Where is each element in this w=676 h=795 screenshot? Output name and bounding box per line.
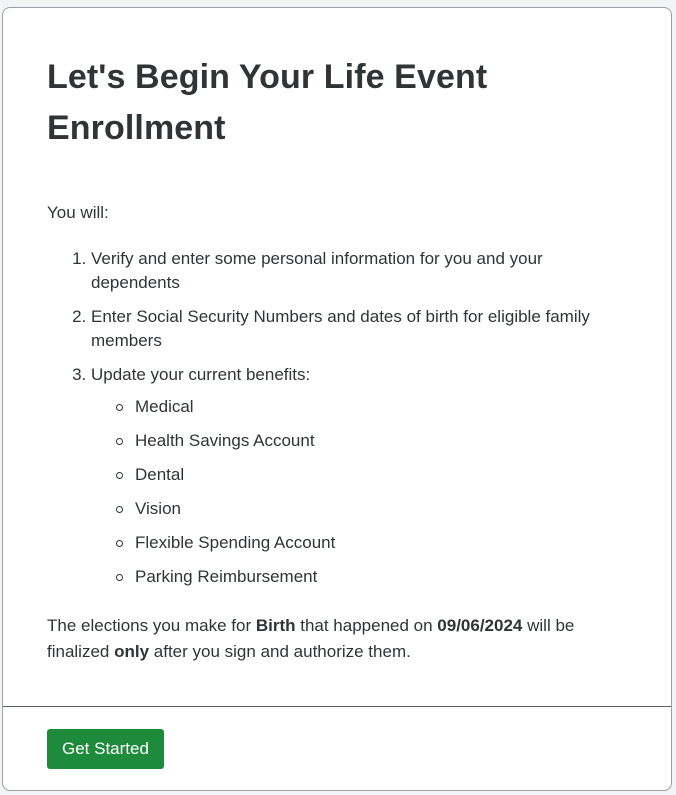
- step-item: [91, 363, 627, 589]
- circle-bullet-icon: [116, 404, 123, 411]
- footer-divider: [3, 706, 671, 707]
- benefit-label: Health Savings Account: [135, 431, 315, 450]
- benefit-label: Dental: [135, 465, 185, 484]
- note-text: that happened on: [295, 616, 438, 635]
- benefit-item: [115, 429, 627, 453]
- benefit-item: [115, 497, 627, 521]
- event-date: 09/06/2024: [437, 616, 523, 635]
- get-started-button[interactable]: Get Started: [47, 729, 164, 769]
- card-body: [3, 8, 671, 665]
- enrollment-card: [2, 7, 672, 791]
- benefits-list: [91, 395, 627, 589]
- benefit-label: Parking Reimbursement: [135, 567, 318, 586]
- benefit-label: Flexible Spending Account: [135, 533, 336, 552]
- benefit-label: Vision: [135, 499, 181, 518]
- benefit-item: [115, 395, 627, 419]
- intro-text: You will:: [47, 203, 109, 222]
- card-footer: [47, 729, 164, 769]
- note-text: will be finalized: [47, 616, 575, 661]
- emphasis-text: only: [114, 642, 150, 661]
- circle-bullet-icon: [116, 506, 123, 513]
- step-item: 2. Enter Social Security Numbers and dates of birth for eligible family members: [91, 305, 627, 353]
- benefit-label: Medical: [135, 397, 194, 416]
- circle-bullet-icon: [116, 540, 123, 547]
- note-text: after you sign and authorize them.: [149, 642, 411, 661]
- circle-bullet-icon: [116, 574, 123, 581]
- benefit-item: [115, 463, 627, 487]
- note-text: The elections you make for: [47, 616, 256, 635]
- page-title: Let's Begin Your Life Event Enrollment: [47, 58, 488, 147]
- circle-bullet-icon: [116, 472, 123, 479]
- benefit-item: [115, 565, 627, 589]
- benefit-item: [115, 531, 627, 555]
- step-label: Update your current benefits:: [91, 365, 311, 384]
- finalize-note: [47, 613, 627, 665]
- circle-bullet-icon: [116, 438, 123, 445]
- event-type: Birth: [255, 616, 296, 635]
- steps-list: [47, 247, 627, 589]
- step-item: 1. Verify and enter some personal information for you and your dependents: [91, 247, 627, 295]
